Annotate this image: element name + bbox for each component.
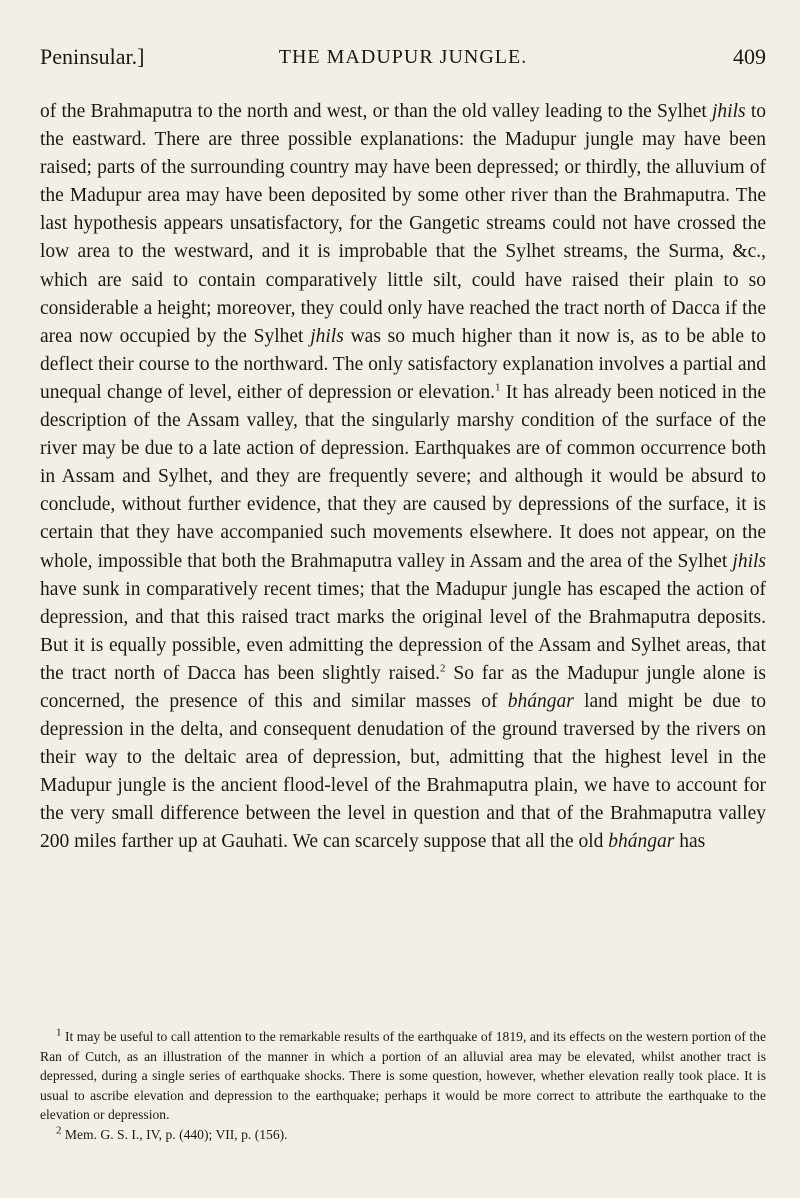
footnote-mark: 2 [56,1123,62,1136]
italic-term: jhils [732,550,766,572]
main-paragraph [40,98,766,857]
text-run: of the Brahmaputra to the north and west, or than the old valley leading to the Sylhet [40,101,713,122]
footnote-text: Mem. G. S. I., IV, p. (440); VII, p. (156). [61,1126,288,1142]
section-label: Peninsular.] [40,44,145,69]
italic-term: bhángar [507,690,574,712]
italic-term: jhils [712,101,746,122]
italic-term: jhils [310,325,344,347]
running-header [40,38,766,74]
text-run: land might be due to depression in the delta, and consequent denudation of the ground traversed by the rivers on their way to the deltaic area of depression, but, admitting that the highest level in the Madupur jungle is the ancient flood-level of the Brahmaputra plain, we have to account for the very small difference between the level in question and that of the Brahmaputra valley 200 miles farther up at Gauhati. We can scarcely suppose that all the old [40,690,766,853]
footnote-text: It may be useful to call attention to the remarkable results of the earthquake of 1819, and its effects on the western portion of the Ran of Cutch, as an illustration of the manner in which a portion of an alluvial area may be elevated, whilst another tract is depressed, during a single series of earthquake shocks. There is some question, however, whether elevation really took place. It is usual to ascribe elevation and depression to the earthquake; perhaps it would be more correct to attribute the earthquake to the elevation or depression. [40,1029,766,1122]
italic-term: bhángar [608,831,675,853]
footnote-1 [40,1027,766,1125]
text-run: has [674,831,706,853]
footnote-mark: 1 [56,1026,62,1039]
text-run: It has already been noticed in the description of the Assam valley, that the singularly marshy condition of the surface of the river may be due to a late action of depression. Earthquakes are of common occurrence both in Assam and Sylhet, and they are frequently severe; and although it would be absurd to conclude, without further evidence, that they are caused by depressions of the surface, it is certain that they have accompanied such movements elsewhere. It does not appear, on the whole, impossible that both the Brahmaputra valley in Assam and the area of the Sylhet [40,381,767,572]
page-number: 409 [733,44,766,69]
footnote-ref: 1 [494,381,501,394]
footnote-ref: 2 [440,662,446,675]
footnotes [40,1027,766,1144]
text-run: was so much higher than it now is, as to be able to deflect their course to the northward. The only satisfactory explanation involves a partial and unequal change of level, either of depression or elevation. [40,325,766,403]
text-run: So far as the Madupur jungle alone is concerned, the presence of this and similar masses of [40,662,766,712]
text-run: have sunk in comparatively recent times; that the Madupur jungle has escaped the action of depression, and that this raised tract marks the original level of the Brahmaputra deposits. But it is equally possible, even admitting the depression of the Assam and Sylhet areas, that the tract north of Dacca has been slightly raised. [40,578,766,684]
page-title: THE MADUPUR JUNGLE. [278,46,528,68]
footnote-2 [40,1125,766,1145]
text-run: to the eastward. There are three possible explanations: the Madupur jungle may have been raised; parts of the surrounding country may have been depressed; or thirdly, the alluvium of the Madupur area may have been deposited by some other river than the Brahmaputra. The last hypothesis appears unsatisfactory, for the Gangetic streams could not have crossed the low area to the westward, and it is improbable that the Sylhet streams, the Surma, &c., which are said to contain comparatively little silt, could have raised their plain to so considerable a height; moreover, they could only have reached the tract north of Dacca if the area now occupied by the Sylhet [40,101,767,347]
